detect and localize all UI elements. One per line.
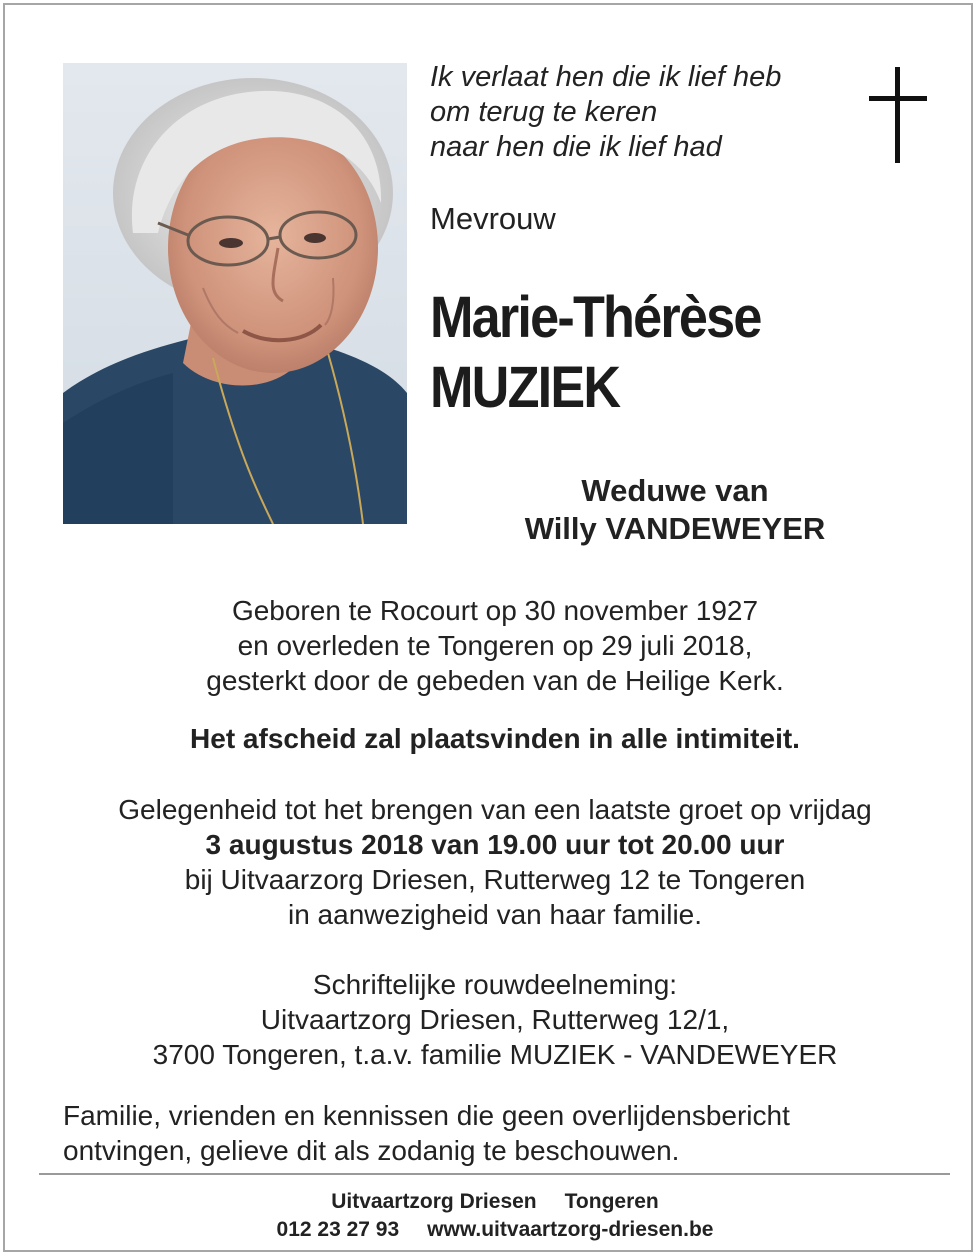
verse-line: naar hen die ik lief had [430, 131, 722, 163]
visitation-family: in aanwezigheid van haar familie. [287, 899, 703, 930]
church-line: gesterkt door de gebeden van de Heilige Kerk. [206, 665, 784, 696]
footer-divider [39, 1173, 950, 1175]
condolence-city: 3700 Tongeren, t.a.v. familie MUZIEK - VANDEWEYER [152, 1039, 838, 1070]
honorific: Mevrouw [430, 201, 556, 236]
condolence-street: Uitvaartzorg Driesen, Rutterweg 12/1, [260, 1004, 730, 1035]
visitation-location: bij Uitvaarzorg Driesen, Rutterweg 12 te Tongeren [184, 864, 806, 895]
notice-line: Familie, vrienden en kennissen die geen overlijdensbericht [63, 1100, 790, 1131]
condolence-address [5, 967, 980, 1072]
birth-line: Geboren te Rocourt op 30 november 1927 [231, 595, 759, 626]
visitation-details [5, 792, 980, 932]
poem-verse [430, 60, 781, 165]
notice-text [63, 1098, 790, 1168]
death-line: en overleden te Tongeren op 29 juli 2018, [237, 630, 753, 661]
birth-death-details [5, 593, 980, 698]
visitation-intro: Gelegenheid tot het brengen van een laatste groet op vrijdag [118, 794, 872, 825]
surname: MUZIEK [430, 355, 620, 420]
widow-of [445, 472, 905, 548]
visitation-date-time: 3 augustus 2018 van 19.00 uur tot 20.00 uur [205, 829, 785, 860]
deceased-name [430, 283, 761, 423]
portrait-photo [63, 63, 407, 524]
condolence-label: Schriftelijke rouwdeelneming: [312, 969, 678, 1000]
company-phone: 012 23 27 93 [276, 1218, 400, 1241]
verse-line: Ik verlaat hen die ik lief heb [430, 61, 782, 93]
spouse-name: Willy VANDEWEYER [524, 511, 826, 546]
company-city: Tongeren [564, 1190, 659, 1213]
death-notice-card [3, 3, 973, 1252]
cross-icon [869, 67, 927, 163]
verse-line: om terug te keren [430, 96, 658, 128]
widow-label: Weduwe van [581, 473, 769, 508]
company-website-link[interactable]: www.uitvaartzorg-driesen.be [427, 1218, 714, 1241]
notice-line: ontvingen, gelieve dit als zodanig te beschouwen. [63, 1135, 680, 1166]
farewell-statement: Het afscheid zal plaatsvinden in alle intimiteit. [190, 723, 800, 754]
first-names: Marie-Thérèse [430, 285, 761, 350]
funeral-home-footer [5, 1188, 980, 1244]
company-name: Uitvaartzorg Driesen [331, 1190, 537, 1213]
